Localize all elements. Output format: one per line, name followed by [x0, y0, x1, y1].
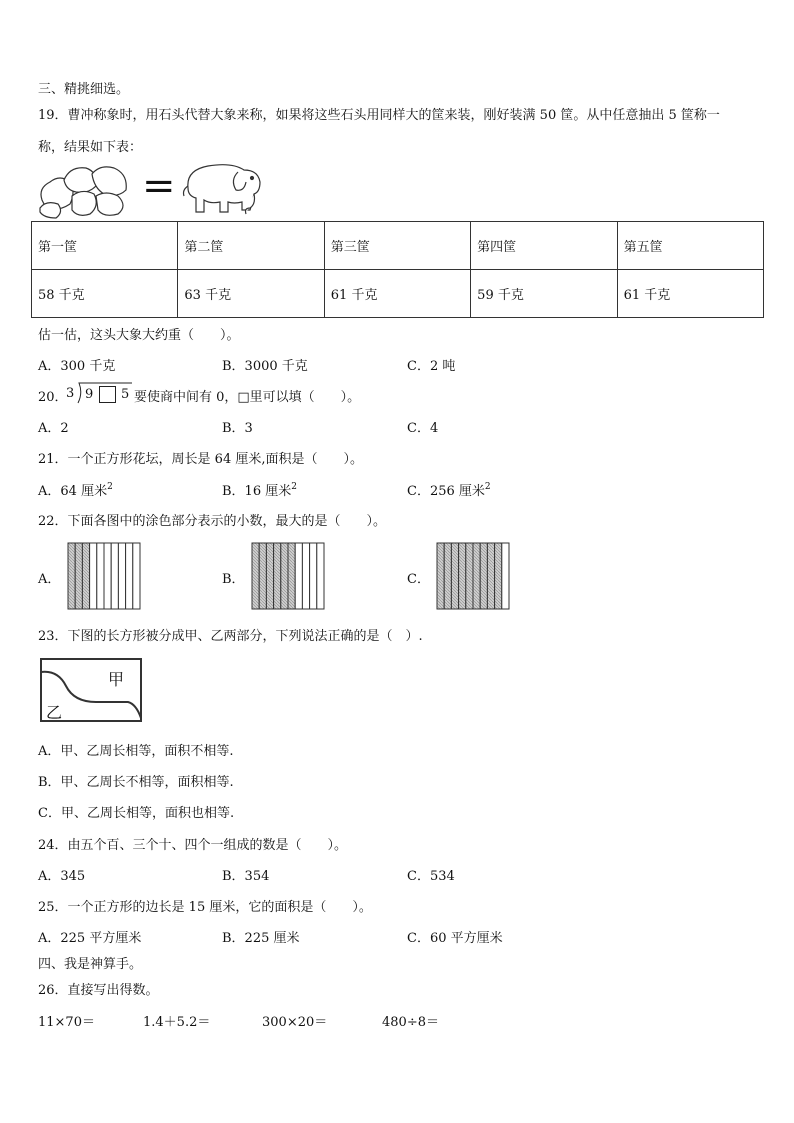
- table-header-cell: 第三筐: [324, 222, 470, 270]
- table-value-cell: 61 千克: [617, 270, 763, 318]
- q24-option-c[interactable]: C．534: [407, 869, 455, 884]
- equals-sign: =: [142, 163, 176, 209]
- q19-line1: 19．曹冲称象时，用石头代替大象来称，如果将这些石头用同样大的筐来装，刚好装满 50 筐。从中任意抽出 5 筐称一: [38, 108, 720, 123]
- q24-text: 24．由五个百、三个十、四个一组成的数是（ ）。: [38, 838, 348, 853]
- q25-option-a[interactable]: A．225 平方厘米: [38, 931, 142, 946]
- unshaded-strip: [310, 543, 317, 609]
- q19-question: 估一估，这头大象大约重（ ）。: [38, 328, 240, 343]
- unshaded-strip: [118, 543, 125, 609]
- q22-option-a[interactable]: A．: [38, 572, 61, 587]
- q22-option-b[interactable]: B．: [222, 572, 245, 587]
- q21-option-c[interactable]: [407, 480, 491, 499]
- table-value-cell: 63 千克: [178, 270, 324, 318]
- elephant-illustration: [180, 158, 264, 218]
- unshaded-strip: [104, 543, 111, 609]
- unshaded-strip: [111, 543, 118, 609]
- basket-weight-table: [31, 221, 764, 318]
- q21-option-a[interactable]: [38, 480, 113, 499]
- table-value-cell: 59 千克: [471, 270, 617, 318]
- shaded-strip-figure-c: [435, 541, 511, 611]
- q21-option-b-label: B．16 厘米: [222, 484, 292, 499]
- shaded-strip: [68, 543, 75, 609]
- shaded-strip: [437, 543, 444, 609]
- table-header-cell: 第五筐: [617, 222, 763, 270]
- table-value-cell: 58 千克: [32, 270, 178, 318]
- q23-option-b[interactable]: B．甲、乙周长不相等，面积相等.: [38, 775, 234, 790]
- q26-text: 26．直接写出得数。: [38, 983, 159, 998]
- q20-dividend-digit-2: 5: [121, 387, 130, 402]
- q19-line2: 称，结果如下表：: [38, 140, 143, 155]
- superscript-2: 2: [291, 482, 297, 492]
- q22-option-c[interactable]: C．: [407, 572, 430, 587]
- unshaded-strip: [90, 543, 97, 609]
- q21-option-a-label: A．64 厘米: [38, 484, 108, 499]
- table-header-cell: 第四筐: [471, 222, 617, 270]
- section-title-4: 四、我是神算手。: [38, 957, 143, 972]
- q23-text: 23．下图的长方形被分成甲、乙两部分，下列说法正确的是（ ）.: [38, 629, 423, 644]
- q21-option-b[interactable]: [222, 480, 297, 499]
- q26-item-4: 480÷8＝: [382, 1015, 439, 1030]
- shaded-strip: [281, 543, 288, 609]
- unshaded-strip: [133, 543, 140, 609]
- q26-item-2: 1.4＋5.2＝: [143, 1015, 211, 1030]
- q25-option-c[interactable]: C．60 平方厘米: [407, 931, 503, 946]
- shaded-strip: [252, 543, 259, 609]
- q19-option-a[interactable]: A．300 千克: [38, 359, 116, 374]
- unshaded-strip: [126, 543, 133, 609]
- q20-divisor: 3: [66, 386, 75, 401]
- q20-option-b[interactable]: B．3: [222, 421, 253, 436]
- q23-option-a[interactable]: A．甲、乙周长相等，面积不相等.: [38, 744, 234, 759]
- table-row: [32, 270, 764, 318]
- q22-text: 22．下面各图中的涂色部分表示的小数，最大的是（ ）。: [38, 514, 387, 529]
- q26-item-1: 11×70＝: [38, 1015, 95, 1030]
- superscript-2: 2: [107, 482, 113, 492]
- section-title-3: 三、精挑细选。: [38, 82, 130, 97]
- label-yi: 乙: [46, 703, 63, 722]
- table-header-cell: 第二筐: [178, 222, 324, 270]
- shaded-strip: [487, 543, 494, 609]
- q24-option-a[interactable]: A．345: [38, 869, 86, 884]
- q25-option-b[interactable]: B．225 厘米: [222, 931, 300, 946]
- q20-text: 要使商中间有 0，□里可以填（ ）。: [134, 390, 361, 405]
- table-header-cell: 第一筐: [32, 222, 178, 270]
- q23-option-c[interactable]: C．甲、乙周长相等，面积也相等.: [38, 806, 235, 821]
- shaded-strip-figure-a: [66, 541, 142, 611]
- shaded-strip: [266, 543, 273, 609]
- q24-option-b[interactable]: B．354: [222, 869, 270, 884]
- shaded-strip: [82, 543, 89, 609]
- q26-item-3: 300×20＝: [262, 1015, 328, 1030]
- q21-option-c-label: C．256 厘米: [407, 484, 485, 499]
- shaded-strip: [274, 543, 281, 609]
- stones-illustration: [36, 160, 136, 220]
- unshaded-strip: [302, 543, 309, 609]
- shaded-strip: [459, 543, 466, 609]
- unshaded-strip: [97, 543, 104, 609]
- unshaded-strip: [295, 543, 302, 609]
- q21-text: 21．一个正方形花坛，周长是 64 厘米,面积是（ ）。: [38, 452, 363, 467]
- q20-option-a[interactable]: A．2: [38, 421, 69, 436]
- shaded-strip: [495, 543, 502, 609]
- table-value-cell: 61 千克: [324, 270, 470, 318]
- unshaded-strip: [502, 543, 509, 609]
- shaded-strip: [259, 543, 266, 609]
- table-row: [32, 222, 764, 270]
- q20-blank-box: [99, 386, 116, 403]
- unshaded-strip: [317, 543, 324, 609]
- superscript-2: 2: [484, 482, 491, 492]
- q20-number: 20．: [38, 390, 68, 405]
- q25-text: 25．一个正方形的边长是 15 厘米，它的面积是（ ）。: [38, 900, 372, 915]
- shaded-strip: [466, 543, 473, 609]
- q19-option-c[interactable]: C．2 吨: [407, 359, 456, 374]
- q19-option-b[interactable]: B．3000 千克: [222, 359, 308, 374]
- q20-dividend-digit-1: 9: [85, 387, 94, 402]
- shaded-strip: [444, 543, 451, 609]
- q20-option-c[interactable]: C．4: [407, 421, 439, 436]
- shaded-strip: [451, 543, 458, 609]
- shaded-strip: [480, 543, 487, 609]
- shaded-strip: [473, 543, 480, 609]
- shaded-strip-figure-b: [250, 541, 326, 611]
- shaded-strip: [75, 543, 82, 609]
- label-jia: 甲: [108, 670, 125, 689]
- shaded-strip: [288, 543, 295, 609]
